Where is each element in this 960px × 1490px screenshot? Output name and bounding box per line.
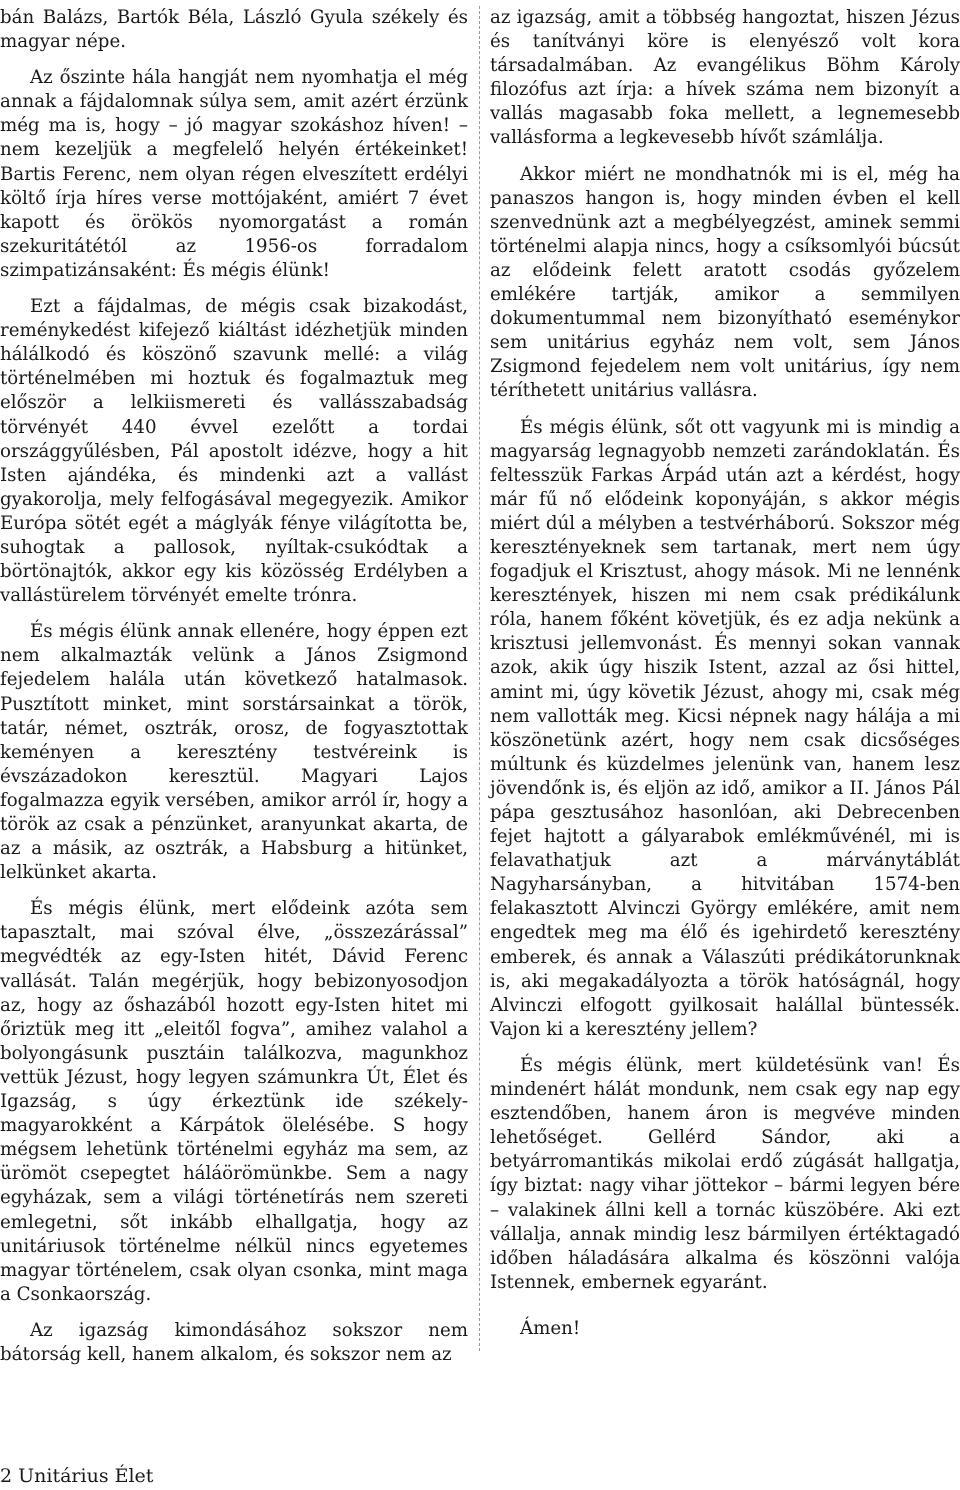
paragraph: Akkor miért ne mondhatnók mi is el, még ha panaszos hangon is, hogy minden évben el kell szenvednünk azt a megbélyegzést, aminek semmi történelmi alapja nincs, hogy a csíksomlyói búcsút az elődeink felett aratott csodás győzelem emlékére tartják, amikor a semmilyen dokumentummal nem bizonyítható eseménykor sem unitárius egyház nem volt, sem János Zsigmond fejedelem nem volt unitárius, így nem téríthetett unitárius vallásra. <box>490 163 960 402</box>
paragraph: És mégis élünk, sőt ott vagyunk mi is mindig a magyarság legnagyobb nemzeti zarándoklatán. És feltesszük Farkas Árpád után azt a kérdést, hogy már fű nő elődeink koponyáján, s akkor mégis miért dúl a mélyben a testvérháború. Sokszor még keresztényeknek sem tartanak, mert nem úgy fogadjuk el Krisztust, ahogy mások. Mi ne lennénk keresztények, hiszen mi nem csak prédikálunk róla, hanem főként követjük, és ez adja nekünk a krisztusi jellemvonást. És mennyi sokan vannak azok, akik úgy hiszik Istent, azzal az ősi hittel, amint mi, úgy követik Jézust, ahogy mi, csak még nem vallották meg. Kicsi népnek nagy hálája a mi köszönetünk azért, hogy nem csak dicsőséges múltunk és küzdelmes jelenünk van, hanem lesz jövendőnk is, és eljön az idő, amikor a II. János Pál pápa gesztusához hasonlóan, aki Debrecenben fejet hajtott a gályarabok emlékművénél, mi is felavathatjuk azt a márványtáblát Nagyharsányban, a hitvitában 1574-ben felakasztott Alvinczi György emlékére, amit nem engedtek meg ma élő és igehirdető keresztény emberek, és annak a Válaszúti prédikátorunknak is, aki megakadályozta a török hatóságnál, hogy Alvinczi elfogott gyilkosait halállal büntessék. Vajon ki a keresztény jellem? <box>490 416 960 1040</box>
paragraph: És mégis élünk annak ellenére, hogy éppen ezt nem alkalmazták velünk a János Zsigmond fejedelem halála után következő hatalmasok. Pusztított minket, mint sorstársainkat a török, tatár, német, osztrák, orosz, de fogyasztottak keményen a keresztény testvéreink is évszázadokon keresztül. Magyari Lajos fogalmazza egyik versében, amikor arról ír, hogy a török az csak a pénzünket, aranyunkat akarta, de az a másik, az osztrák, a Habsburg a hitünket, lelkünket akarta. <box>0 621 468 884</box>
paragraph: És mégis élünk, mert elődeink azóta sem tapasztalt, mai szóval élve, „összezárással” megvédték az egy-Isten hitét, Dávid Ferenc vallását. Talán megérjük, hogy bebizonyosodjon az, hogy az őshazából hozott egy-Isten hitet mi őriztük meg itt „eleitől fogva”, amihez valahol a bolyongásunk pusztáin találkozva, magunkhoz vettük Jézust, hogy legyen számunkra Út, Élet és Igazság, s úgy érkeztünk ide székely-magyarokként a Kárpátok ölelésébe. S hogy mégsem lehetünk történelmi egyház ma sem, az ürömöt csepegtet háláörömünkbe. Sem a nagy egyházak, sem a világi történetírás nem szereti emlegetni, sőt inkább elhallgatja, hogy az unitáriusok történelme nélkül nincs egyetemes magyar történelem, csak olyan csonka, mint maga a Csonkaország. <box>0 898 468 1305</box>
page-footer: 2 Unitárius Élet <box>0 1465 154 1487</box>
paragraph: Az őszinte hála hangját nem nyomhatja el még annak a fájdalomnak súlya sem, amit azért érzünk még ma is, hogy – jó magyar szokáshoz híven! – nem kezeljük a megfelelő helyén értékeinket! Bartis Ferenc, nem olyan régen elveszített erdélyi költő írja híres verse mottójaként, amiért 7 évet kapott és örökös nyomorgatást a román szekuritátétól az 1956-os forradalom szimpatizánsaként: És mégis élünk! <box>0 67 468 281</box>
column-divider <box>479 6 480 1351</box>
paragraph: Ezt a fájdalmas, de mégis csak bizakodást, reménykedést kifejező kiáltást idézhetjük minden hálálkodó és köszönő szavunk mellé: a világ történelmében mi hoztuk és fogalmaztuk meg először a lelkiismereti és vallásszabadság törvényét 440 évvel ezelőtt a tordai országgyűlésben, Pál apostolt idézve, hogy a hit Isten ajándéka, és mindenki azt a vallást gyakorolja, mely felfogásával megegyezik. Amikor Európa sötét egét a máglyák fénye világította be, suhogtak a pallosok, nyíltak-csukódtak a börtönajtók, akkor egy kis közösség Erdélyben a vallástürelem törvényét emelte trónra. <box>0 296 468 607</box>
paragraph: És mégis élünk, mert küldetésünk van! És mindenért hálát mondunk, nem csak egy nap egy esztendőben, hanem áron is megvéve minden lehetőséget. Gellérd Sándor, aki a betyárromantikás mikolai erdő zúgását hallgatja, így biztat: nagy vihar jöttekor – bármi legyen bére – valakinek állni kell a tornác küszöbére. Aki ezt vállalja, annak mindig lesz bármilyen értéktagadó időben háladására alkalma és köszönni valója Istennek, embernek egyaránt. <box>490 1054 960 1293</box>
paragraph: az igazság, amit a többség hangoztat, hiszen Jézus és tanítványi köre is elenyésző volt kora társadalmában. Az evangélikus Böhm Károly filozófus azt írja: a hívek száma nem bizonyít a vallás magasabb foka mellett, a legnemesebb vallásforma a legkevesebb hívőt számlálja. <box>490 7 960 149</box>
closing-amen: Ámen! <box>520 1317 581 1339</box>
left-column <box>0 6 468 1379</box>
paragraph: bán Balázs, Bartók Béla, László Gyula székely és magyar népe. <box>0 7 468 53</box>
paragraph: Az igazság kimondásához sokszor nem bátorság kell, hanem alkalom, és sokszor nem az <box>0 1319 468 1365</box>
right-column <box>490 6 960 1353</box>
